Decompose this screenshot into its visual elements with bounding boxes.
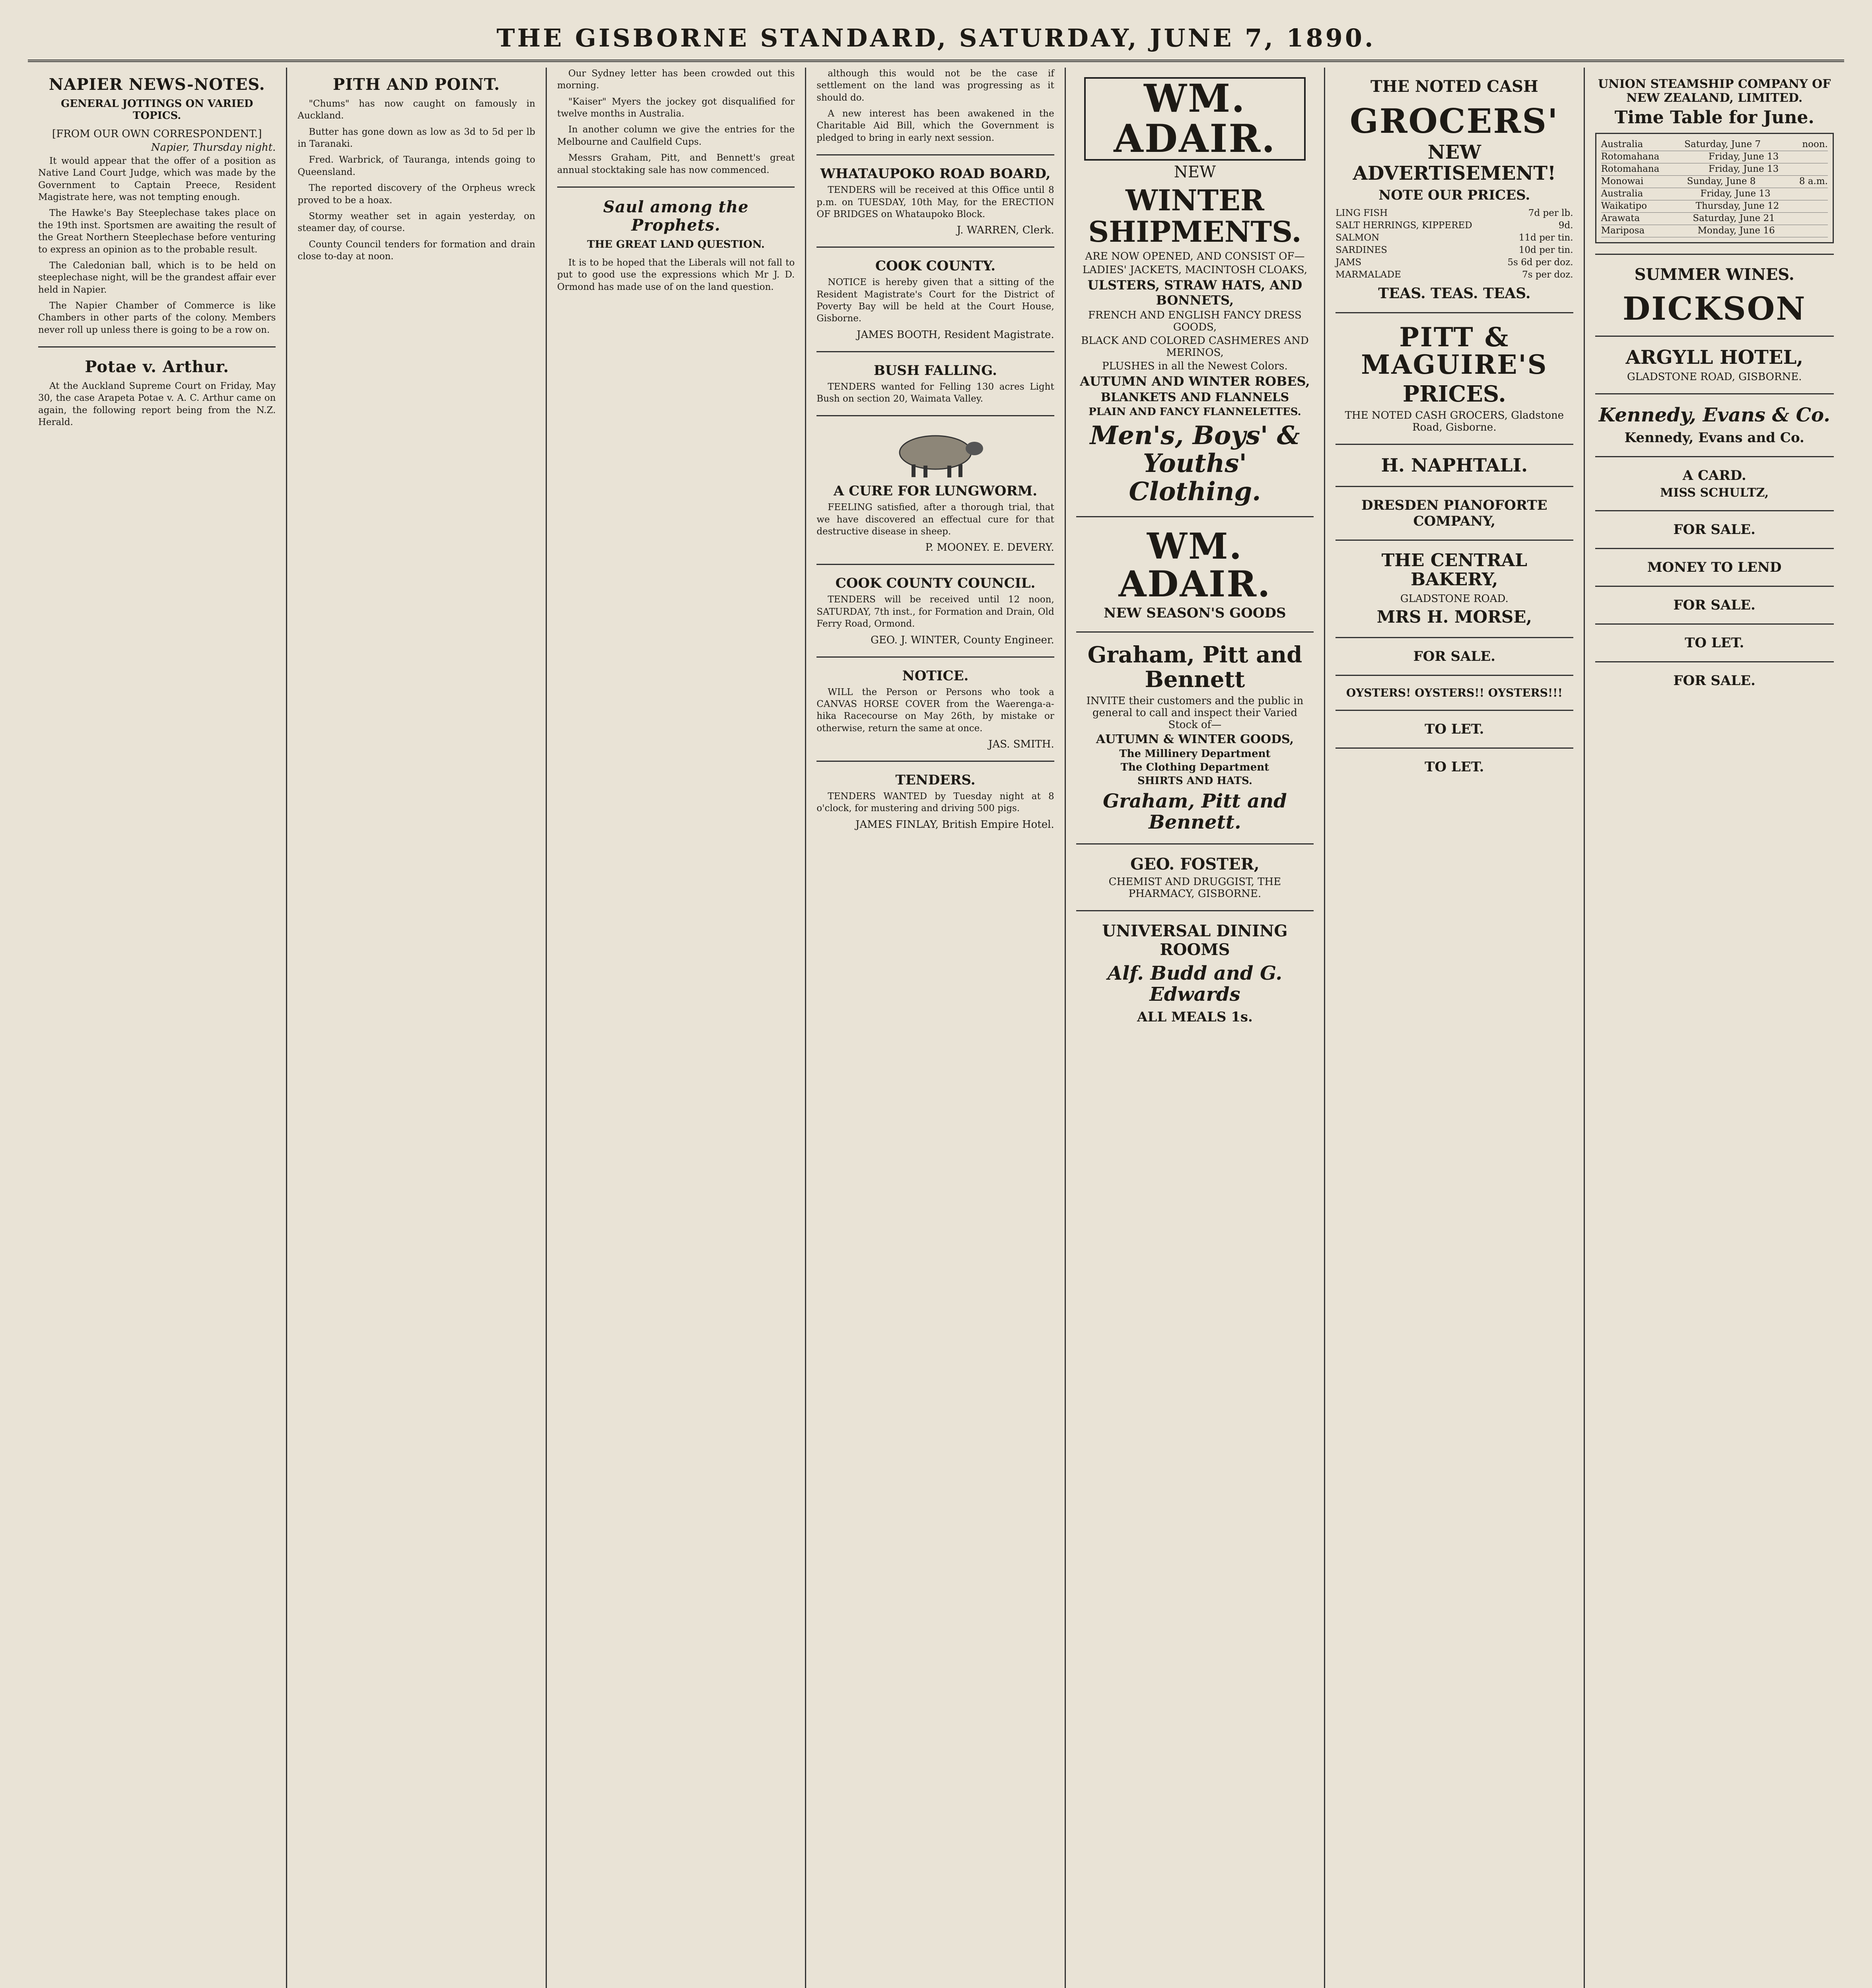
notice-signature: JAMES BOOTH, Resident Magistrate. [857, 328, 1054, 341]
ad-footer: Kennedy, Evans and Co. [1624, 430, 1804, 446]
notice-title: COOK COUNTY COUNCIL. [835, 575, 1036, 592]
notice-body: TENDERS wanted for Felling 130 acres Light Bush on section 20, Waimata Valley. [816, 381, 1054, 404]
paragraph: "Chums" has now caught on famously in Auckland. [297, 99, 535, 121]
divider [816, 351, 1054, 352]
divider [1595, 393, 1834, 394]
divider [1076, 843, 1314, 845]
column-1 [28, 68, 287, 1988]
ad-title: H. NAPHTALI. [1381, 454, 1528, 476]
ad-subtitle: NEW [1174, 163, 1216, 181]
ad-title: TO LET. [1425, 759, 1484, 775]
ad-title: THE CENTRAL BAKERY, [1381, 550, 1528, 590]
timetable-row: Australia Friday, June 13 [1601, 188, 1828, 200]
timetable-row: Waikatipo Thursday, June 12 [1601, 200, 1828, 213]
divider [1076, 516, 1314, 517]
column-7 [1585, 68, 1844, 1988]
timetable-row: Rotomahana Friday, June 13 [1601, 151, 1828, 163]
ad-title: UNIVERSAL DINING ROOMS [1102, 921, 1288, 959]
divider [1335, 540, 1573, 541]
ad-subtitle: PRICES. [1402, 381, 1506, 407]
paragraph: County Council tenders for formation and drain close to-day at noon. [297, 239, 535, 262]
divider [557, 186, 795, 188]
divider [816, 656, 1054, 658]
ad-heading: NEW SEASON'S GOODS [1104, 605, 1286, 621]
notice-body: WILL the Person or Persons who took a CANVAS HORSE COVER from the Waerenga-a-hika Racecourse on May 26th, by mistake or otherwise, return the same at once. [816, 687, 1054, 734]
ad-title: MONEY TO LEND [1647, 559, 1782, 576]
ad-name: MISS SCHULTZ, [1660, 486, 1769, 500]
ad-line: The Clothing Department [1120, 761, 1269, 774]
paragraph: Our Sydney letter has been crowded out this morning. [557, 68, 795, 91]
divider [1335, 312, 1573, 313]
ad-subtitle: NEW ADVERTISEMENT! [1353, 141, 1556, 184]
paragraph: In another column we give the entries for the Melbourne and Caulfield Cups. [557, 124, 795, 147]
ad-heading: WINTER SHIPMENTS. [1088, 183, 1302, 248]
masthead: THE GISBORNE STANDARD, SATURDAY, JUNE 7, 1890. [28, 16, 1844, 62]
divider [1595, 623, 1834, 625]
ad-subtitle: GLADSTONE ROAD, GISBORNE. [1627, 371, 1802, 383]
notice-body: TENDERS will be received at this Office until 8 p.m. on TUESDAY, 10th May, for the ERECTION OF BRIDGES on Whataupoko Block. [816, 185, 1054, 219]
price-list [1335, 207, 1573, 281]
ad-line: AUTUMN AND WINTER ROBES, [1080, 373, 1310, 389]
ad-italic-heading: Kennedy, Evans & Co. [1598, 404, 1830, 427]
timetable-row: Arawata Saturday, June 21 [1601, 213, 1828, 225]
divider [1076, 631, 1314, 633]
ad-name: MRS H. MORSE, [1376, 607, 1532, 627]
divider [1335, 637, 1573, 638]
column-6 [1325, 68, 1584, 1988]
notice-title: A CURE FOR LUNGWORM. [833, 483, 1038, 499]
notice-signature: JAMES FINLAY, British Empire Hotel. [855, 818, 1054, 831]
ad-title: PITT & MAGUIRE'S [1361, 322, 1548, 381]
ad-line: BLANKETS AND FLANNELS [1100, 390, 1289, 404]
divider [1335, 747, 1573, 749]
ad-line: ULSTERS, STRAW HATS, AND BONNETS, [1087, 277, 1302, 308]
paragraph: A new interest has been awakened in the Charitable Aid Bill, which the Government is pledged to bring in early next session. [816, 109, 1054, 143]
timetable-heading: Time Table for June. [1614, 107, 1814, 128]
timetable-row: Mariposa Monday, June 16 [1601, 225, 1828, 237]
price-row: LING FISH 7d per lb. [1335, 208, 1573, 218]
notice-body: FEELING satisfied, after a thorough trial, that we have discovered an effectual cure for that destructive disease in sheep. [816, 502, 1054, 537]
ad-title: FOR SALE. [1673, 597, 1755, 613]
price-row: SALT HERRINGS, KIPPERED 9d. [1335, 220, 1573, 231]
notice-title: TENDERS. [895, 772, 976, 788]
divider [38, 346, 276, 348]
article-heading: PITH AND POINT. [333, 75, 500, 94]
ad-note: NOTE OUR PRICES. [1378, 187, 1530, 203]
ad-footer: ALL MEALS 1s. [1137, 1009, 1253, 1025]
ad-line: AUTUMN & WINTER GOODS, [1096, 732, 1294, 747]
ad-title: WM. ADAIR. [1118, 525, 1271, 605]
ad-italic-heading: Men's, Boys' & Youths' Clothing. [1090, 420, 1300, 507]
ad-title: UNION STEAMSHIP COMPANY OF NEW ZEALAND, LIMITED. [1598, 77, 1831, 105]
paragraph: Fred. Warbrick, of Tauranga, intends going to Queensland. [297, 155, 535, 177]
paragraph: The Hawke's Bay Steeplechase takes place on the 19th inst. Sportsmen are awaiting the result of the Great Northern Steeplechase before venturing to express an opinion as to the probable result. [38, 208, 276, 255]
ad-line: BLACK AND COLORED CASHMERES AND MERINOS, [1081, 334, 1309, 359]
paragraph: The Caledonian ball, which is to be held on steeplechase night, will be the grandest affair ever held in Napier. [38, 260, 276, 295]
ad-title: THE NOTED CASH [1370, 77, 1538, 96]
paragraph: Messrs Graham, Pitt, and Bennett's great annual stocktaking sale has now commenced. [557, 153, 795, 175]
ad-line: LADIES' JACKETS, MACINTOSH CLOAKS, [1082, 264, 1307, 276]
paragraph: although this would not be the case if settlement on the land was progressing as it should do. [816, 68, 1054, 103]
ad-title: OYSTERS! OYSTERS!! OYSTERS!!! [1346, 686, 1563, 699]
paragraph: "Kaiser" Myers the jockey got disqualified for twelve months in Australia. [557, 96, 795, 119]
ad-big-heading: DICKSON [1622, 289, 1806, 327]
divider [1595, 336, 1834, 337]
divider [1595, 586, 1834, 587]
ad-title: GEO. FOSTER, [1130, 854, 1260, 874]
divider [1335, 710, 1573, 711]
notice-title: COOK COUNTY. [875, 258, 996, 274]
notice-body: TENDERS will be received until 12 noon, SATURDAY, 7th inst., for Formation and Drain, Old Ferry Road, Ormond. [816, 594, 1054, 629]
paragraph: The reported discovery of the Orpheus wreck proved to be a hoax. [297, 183, 535, 206]
notice-body: TENDERS WANTED by Tuesday night at 8 o'clock, for mustering and driving 500 pigs. [816, 791, 1054, 814]
article-heading: NAPIER NEWS-NOTES. [49, 75, 265, 94]
ad-title: TO LET. [1425, 721, 1484, 737]
paragraph: It would appear that the offer of a position as Native Land Court Judge, which was made by the Government to Captain Preece, Resident Magistrate here, was not tempting enough. [38, 156, 276, 203]
divider [1595, 510, 1834, 511]
timetable-row: Australia Saturday, June 7 noon. [1601, 139, 1828, 151]
price-row: MARMALADE 7s per doz. [1335, 270, 1573, 280]
price-row: SARDINES 10d per tin. [1335, 245, 1573, 255]
notice-title: NOTICE. [902, 668, 969, 684]
timetable-row: Rotomahana Friday, June 13 [1601, 163, 1828, 176]
divider [1595, 456, 1834, 457]
notice-signature: JAS. SMITH. [988, 738, 1054, 750]
ad-line: SHIRTS AND HATS. [1137, 775, 1252, 787]
divider [816, 761, 1054, 762]
divider [1595, 661, 1834, 662]
notice-signature: GEO. J. WINTER, County Engineer. [871, 634, 1054, 646]
teas-heading: TEAS. TEAS. TEAS. [1378, 285, 1531, 302]
notice-title: BUSH FALLING. [874, 362, 997, 379]
ad-title: A CARD. [1682, 468, 1746, 484]
ad-title: ARGYLL HOTEL, [1625, 346, 1804, 369]
ad-line: ARE NOW OPENED, AND CONSIST OF— [1085, 250, 1305, 262]
notice-body: NOTICE is hereby given that a sitting of the Resident Magistrate's Court for the District of Poverty Bay will be held at the Court House, Gisborne. [816, 277, 1054, 324]
divider [1335, 444, 1573, 445]
ad-title: FOR SALE. [1673, 673, 1755, 689]
timetable-row: Monowai Sunday, June 8 8 a.m. [1601, 176, 1828, 188]
ad-title: WM. ADAIR. [1084, 77, 1306, 161]
ad-line: THE NOTED CASH GROCERS, Gladstone Road, Gisborne. [1345, 410, 1564, 434]
ad-italic-heading: Alf. Budd and G. Edwards [1107, 962, 1283, 1006]
divider [816, 564, 1054, 565]
notice-signature: P. MOONEY. E. DEVERY. [925, 542, 1054, 554]
ad-title: DRESDEN PIANOFORTE COMPANY, [1361, 497, 1547, 529]
divider [816, 247, 1054, 248]
article-subheading: GENERAL JOTTINGS ON VARIED TOPICS. [61, 98, 253, 122]
price-row: SALMON 11d per tin. [1335, 232, 1573, 243]
dateline: Napier, Thursday night. [151, 142, 276, 153]
ad-title: Graham, Pitt and Bennett [1087, 642, 1302, 693]
ad-big-heading: GROCERS' [1349, 101, 1559, 141]
column-2 [287, 68, 546, 1988]
ad-title: FOR SALE. [1673, 522, 1755, 538]
ad-title: SUMMER WINES. [1634, 265, 1794, 284]
divider [1076, 910, 1314, 911]
ad-line: FRENCH AND ENGLISH FANCY DRESS GOODS, [1088, 309, 1302, 333]
divider [1595, 254, 1834, 255]
paragraph: Butter has gone down as low as 3d to 5d per lb in Taranaki. [297, 126, 535, 149]
paragraph: Stormy weather set in again yesterday, on steamer day, of course. [297, 211, 535, 234]
sheep-illustration [816, 427, 1054, 480]
ad-line: PLAIN AND FANCY FLANNELETTES. [1089, 406, 1301, 418]
ad-subtitle: GLADSTONE ROAD. [1400, 592, 1508, 605]
ad-title: TO LET. [1685, 635, 1744, 651]
ad-italic-heading: Graham, Pitt and Bennett. [1103, 790, 1287, 834]
divider [1335, 675, 1573, 676]
column-3 [547, 68, 806, 1988]
divider [1335, 486, 1573, 487]
columns [28, 68, 1844, 1988]
ad-line: INVITE their customers and the public in general to call and inspect their Varied Stock of— [1086, 695, 1304, 731]
paragraph: The Napier Chamber of Commerce is like Chambers in other parts of the colony. Members never roll up unless there is going to be a row on. [38, 300, 276, 335]
paragraph: At the Auckland Supreme Court on Friday, May 30, the case Arapeta Potae v. A. C. Arthur came on again, the following report being from the N.Z. Herald. [38, 381, 276, 428]
notice-title: WHATAUPOKO ROAD BOARD, [820, 166, 1051, 182]
article-subheading: THE GREAT LAND QUESTION. [587, 238, 765, 250]
article-heading: Saul among the Prophets. [603, 197, 749, 235]
notice-signature: J. WARREN, Clerk. [956, 224, 1054, 237]
divider [816, 415, 1054, 416]
divider [1595, 548, 1834, 549]
price-row: JAMS 5s 6d per doz. [1335, 257, 1573, 268]
ad-subtitle: CHEMIST AND DRUGGIST, THE PHARMACY, GISBORNE. [1108, 876, 1281, 900]
column-5 [1066, 68, 1325, 1988]
ad-line: PLUSHES in all the Newest Colors. [1102, 360, 1288, 372]
article-heading: Potae v. Arthur. [85, 357, 229, 377]
ad-line: The Millinery Department [1119, 748, 1271, 760]
divider [816, 154, 1054, 155]
byline: [FROM OUR OWN CORRESPONDENT.] [52, 128, 262, 140]
column-4 [806, 68, 1065, 1988]
paragraph: It is to be hoped that the Liberals will not fall to put to good use the expressions which Mr J. D. Ormond has made use of on the land question. [557, 257, 795, 292]
ad-title: FOR SALE. [1413, 648, 1496, 664]
timetable [1595, 133, 1834, 243]
